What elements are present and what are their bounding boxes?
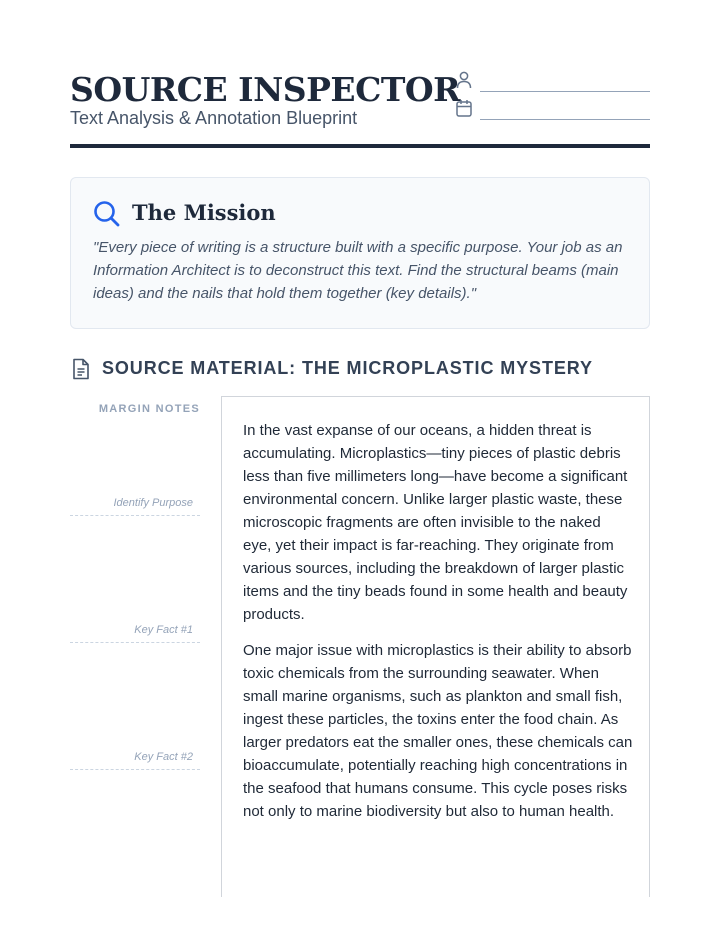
header-divider <box>70 144 650 148</box>
page-title: SOURCE INSPECTOR <box>70 70 461 109</box>
mission-quote: "Every piece of writing is a structure built with a specific purpose. Your job as an Information Architect is to deconstruct this text. Find the structural beams (main ideas) and the nails that hold them together (key details)." <box>93 239 623 302</box>
margin-note-key-fact-1[interactable] <box>70 622 200 643</box>
calendar-icon <box>456 99 472 117</box>
document-icon <box>70 358 92 380</box>
source-text-box <box>221 396 650 897</box>
margin-note-key-fact-2[interactable] <box>70 749 200 770</box>
margin-note-purpose[interactable] <box>70 495 200 516</box>
margin-notes-heading: MARGIN NOTES <box>98 403 200 415</box>
margin-note-label: Key Fact #1 <box>134 624 193 636</box>
source-paragraph-2: One major issue with microplastics is their ability to absorb toxic chemicals from the surrounding seawater. When small marine organisms, such as plankton and small fish, ingest these particles, the toxins enter the food chain. As larger predators eat the smaller ones, these chemicals can bioaccumulate, potentially reaching high concentrations in the seafood that humans consume. This cycle poses risks not only to marine biodiversity but also to human health. <box>243 642 633 820</box>
page-subtitle: Text Analysis & Annotation Blueprint <box>70 108 358 128</box>
mission-title: The Mission <box>132 200 276 225</box>
source-paragraph-1: In the vast expanse of our oceans, a hidden threat is accumulating. Microplastics—tiny pieces of plastic debris less than five millimeters long—have become a significant environmental concern. Unlike larger plastic waste, these microscopic fragments are often invisible to the naked eye, yet their impact is far-reaching. They originate from various sources, including the breakdown of larger plastic items and the tiny beads found in some health and beauty products. <box>243 422 628 623</box>
margin-note-label: Identify Purpose <box>113 497 193 509</box>
search-icon <box>93 200 121 228</box>
header <box>70 70 650 148</box>
name-field[interactable] <box>456 70 650 92</box>
date-field[interactable] <box>456 98 650 120</box>
source-heading: SOURCE MATERIAL: THE MICROPLASTIC MYSTERY <box>102 358 593 378</box>
name-line[interactable] <box>480 91 650 92</box>
mission-box <box>70 177 650 329</box>
margin-notes <box>70 396 200 896</box>
margin-note-label: Key Fact #2 <box>134 751 193 763</box>
date-line[interactable] <box>480 119 650 120</box>
user-icon <box>456 71 472 89</box>
